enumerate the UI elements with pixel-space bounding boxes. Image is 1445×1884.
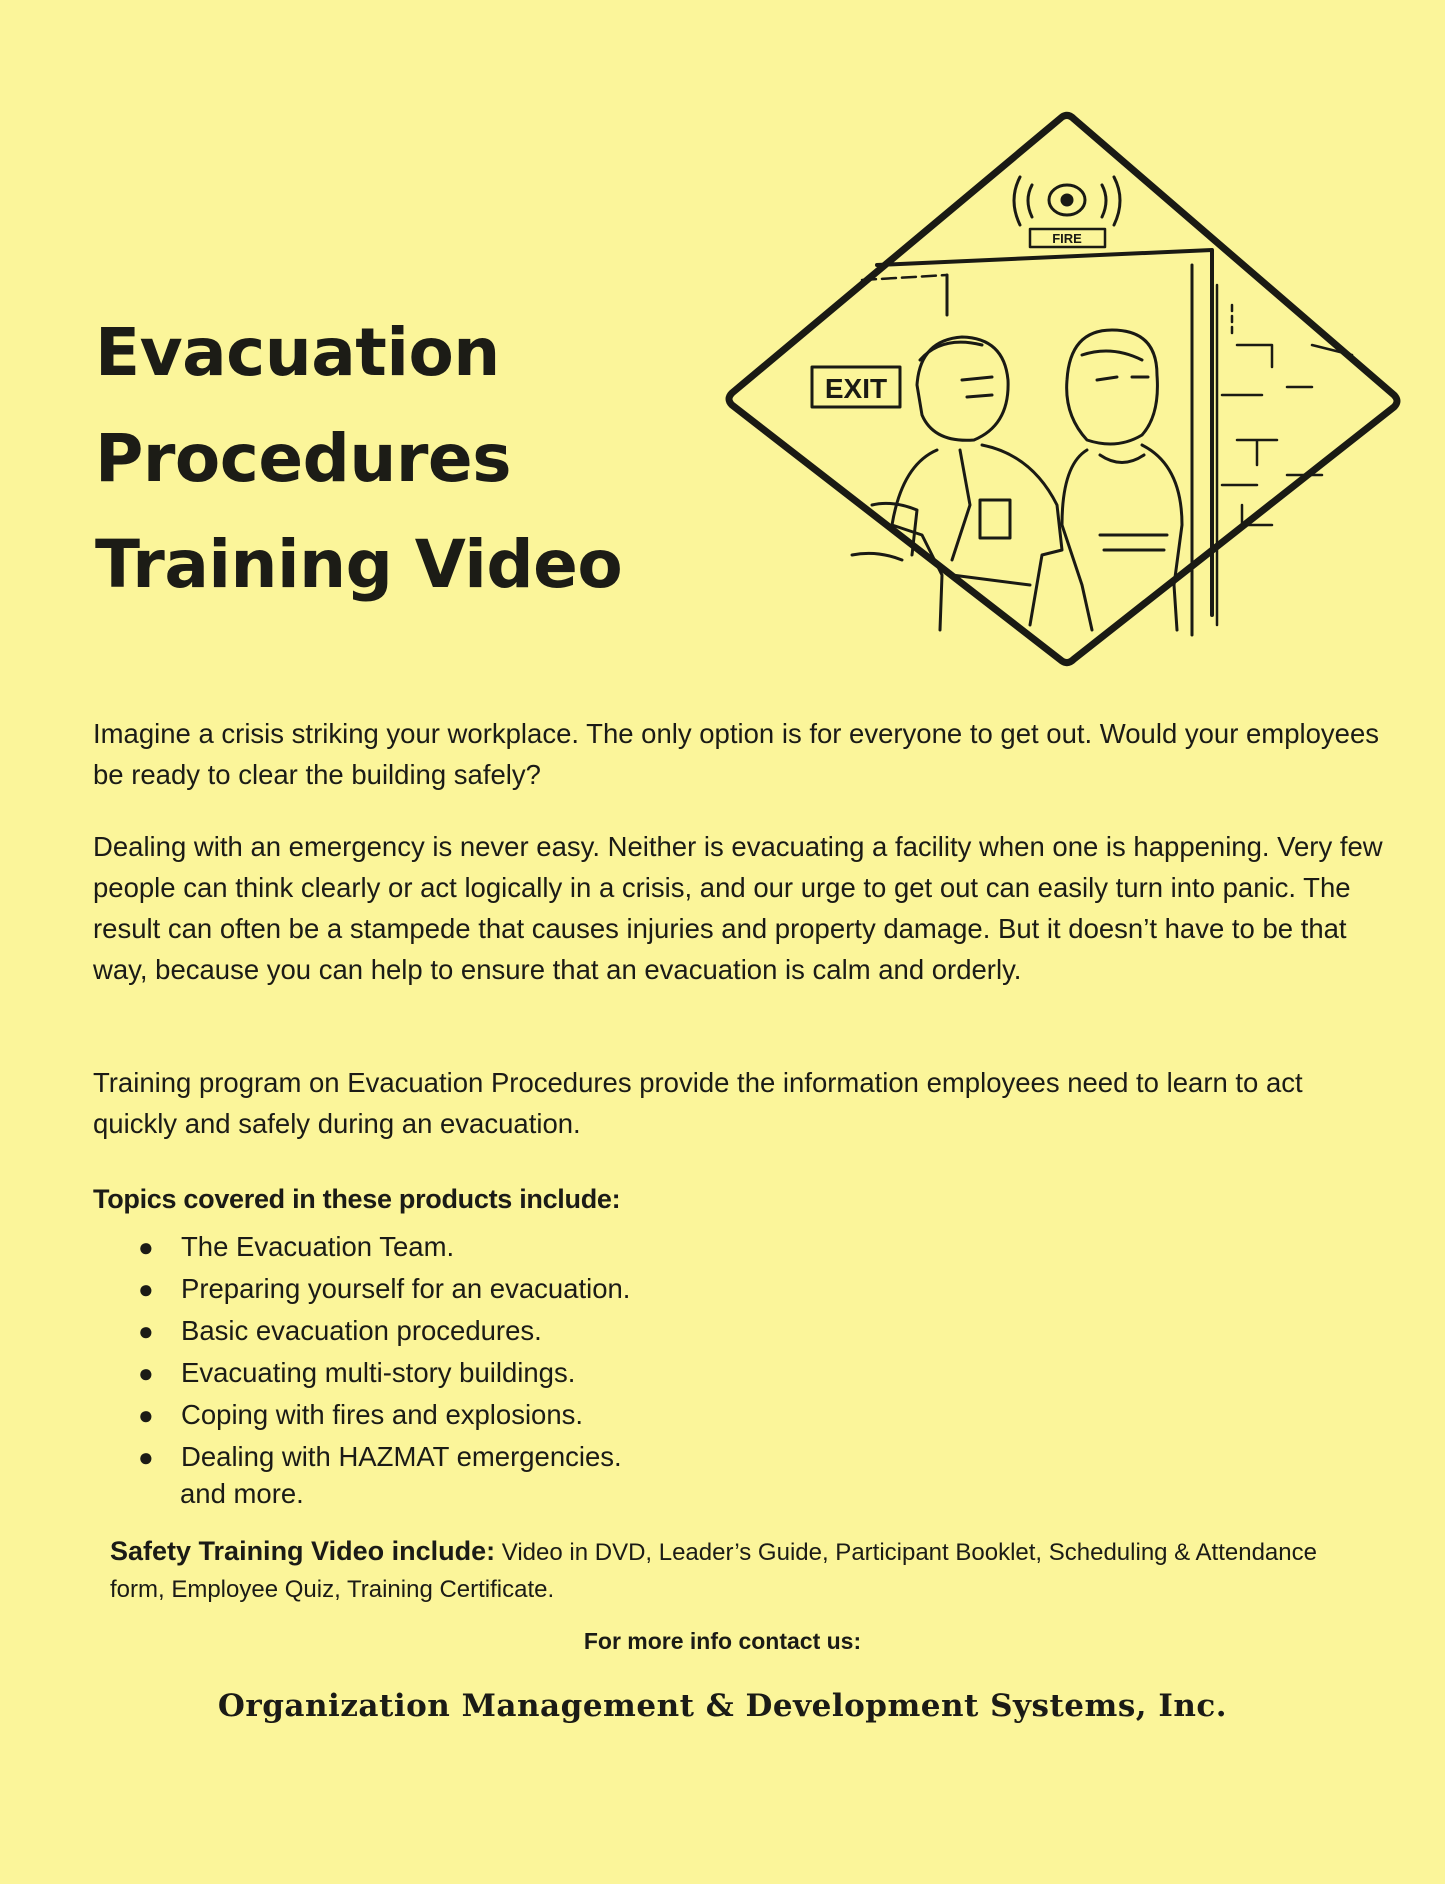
list-item-text: Preparing yourself for an evacuation. [181,1273,631,1304]
list-item-text: Dealing with HAZMAT emergencies. [181,1441,622,1472]
list-item [93,1436,630,1478]
title-line-3: Training Video [95,526,623,603]
list-item [93,1268,630,1310]
topics-more: and more. [180,1478,304,1509]
bullet-icon: ● [138,1400,154,1430]
company-name: Organization Management & Development Systems, Inc. [217,1688,1228,1724]
intro-paragraph-1: Imagine a crisis striking your workplace. The only option is for everyone to get out. Would your employees be ready to clear the building safely? [93,718,1380,790]
list-item-text: The Evacuation Team. [181,1231,455,1262]
bullet-icon: ● [138,1274,154,1304]
bullet-icon: ● [138,1232,154,1262]
intro-paragraph-3: Training program on Evacuation Procedures provide the information employees need to learn to act quickly and safely during an evacuation. [93,1067,1303,1139]
list-item [93,1394,630,1436]
list-item-text: Basic evacuation procedures. [181,1315,542,1346]
list-item-text: Coping with fires and explosions. [181,1399,584,1430]
title-line-1: Evacuation [95,314,500,391]
fire-alarm-label: FIRE [1052,231,1082,246]
bullet-icon: ● [138,1316,154,1346]
topics-list [93,1226,630,1478]
bullet-icon: ● [138,1442,154,1472]
includes-paragraph [110,1533,1350,1608]
page-title [95,300,622,618]
evacuation-illustration [712,105,1412,670]
contact-label: For more info contact us: [583,1628,862,1654]
bullet-icon: ● [138,1358,154,1388]
man-figure [892,337,1062,630]
list-item-text: Evacuating multi-story buildings. [181,1357,576,1388]
includes-label: Safety Training Video include: [110,1536,496,1566]
intro-paragraph-2: Dealing with an emergency is never easy. Neither is evacuating a facility when one is happening. Very few people can think clearly or act logically in a crisis, and our urge to get out can easily turn into panic. The result can often be a stampede that causes injuries and property damage. But it doesn’t have to be that way, because you can help to ensure that an evacuation is calm and orderly. [93,831,1383,985]
list-item [93,1352,630,1394]
topics-heading: Topics covered in these products include: [93,1184,621,1214]
list-item [93,1226,630,1268]
title-line-2: Procedures [95,420,511,497]
list-item [93,1310,630,1352]
includes-text: Video in DVD, Leader’s Guide, Participant Booklet, Scheduling & Attendance form, Employee Quiz, Training Certificate. [110,1539,1317,1603]
exit-sign-label: EXIT [824,373,888,404]
